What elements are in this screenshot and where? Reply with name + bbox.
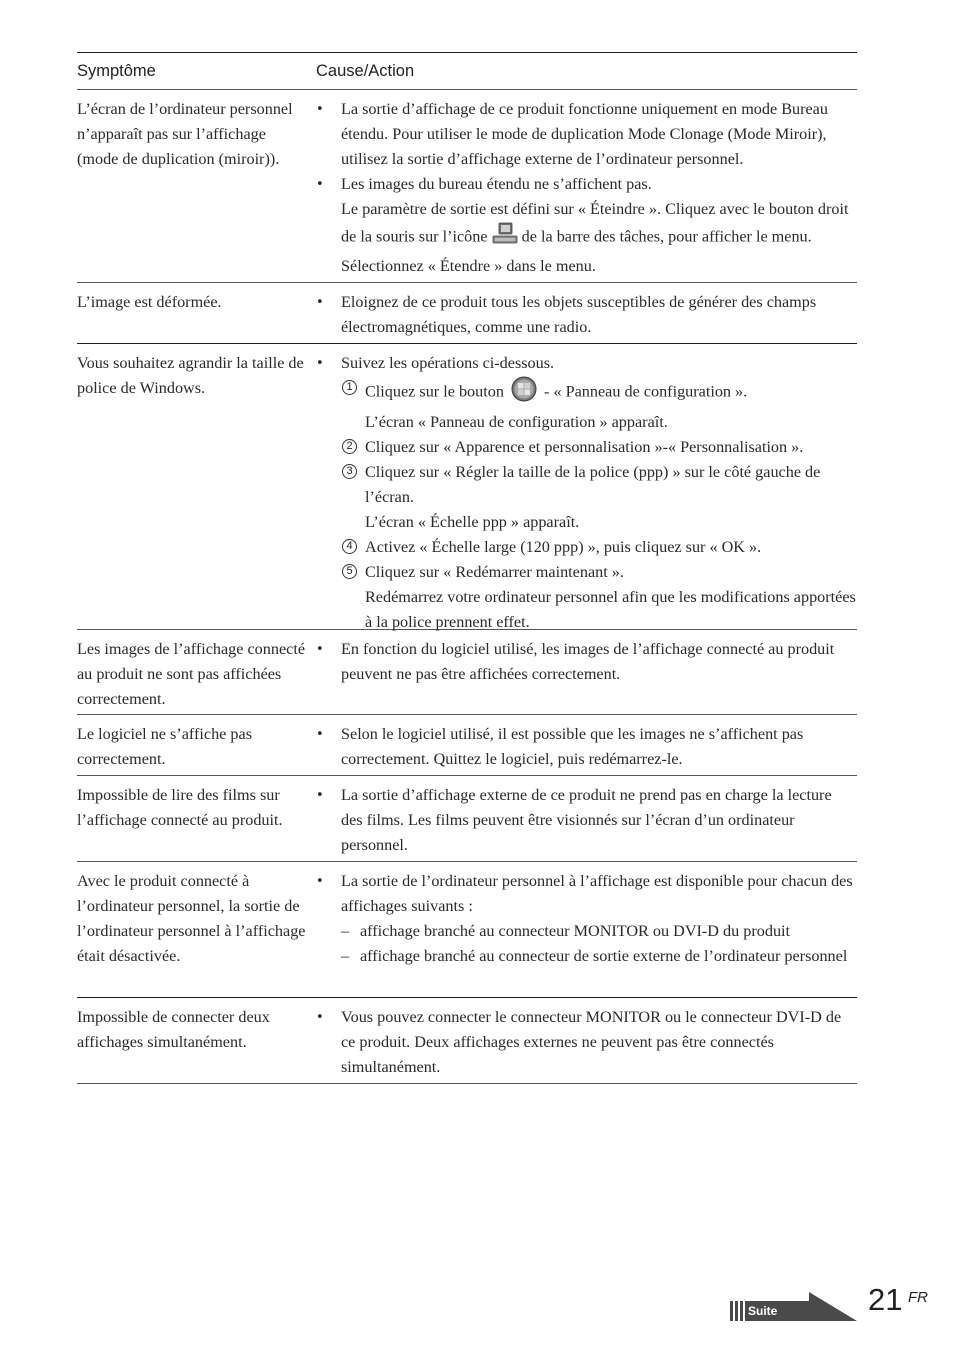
bullet-item: • Vous pouvez connecter le connecteur MONITOR ou le connecteur DVI-D de ce produit. Deux affichages externes ne peuvent pas être connectés simultanément. [316, 1005, 857, 1080]
bullet-item: • La sortie d’affichage externe de ce produit ne prend pas en charge la lecture des films. Les films peuvent être visionnés sur l’écran d’un ordinateur personnel. [316, 783, 857, 858]
language-code: FR [908, 1289, 928, 1306]
step-3 [316, 460, 857, 510]
dash-item: – affichage branché au connecteur MONITOR ou DVI-D du produit [316, 919, 857, 944]
step-text: Cliquez sur « Régler la taille de la police (ppp) » sur le côté gauche de l’écran. [365, 463, 821, 506]
table-row [77, 90, 857, 282]
step-2 [316, 435, 857, 460]
step-number: 1 [342, 380, 357, 395]
step-note: L’écran « Échelle ppp » apparaît. [365, 513, 580, 531]
table-row [77, 776, 857, 861]
bullet-item: • Suivez les opérations ci-dessous. [316, 351, 857, 376]
step-5 [316, 560, 857, 585]
symptom-cell: Vous souhaitez agrandir la taille de police de Windows. [77, 354, 304, 397]
table-row [77, 630, 857, 714]
step-text: Cliquez sur « Apparence et personnalisation »-« Personnalisation ». [365, 438, 804, 456]
bullet-item: • Eloignez de ce produit tous les objets susceptibles de générer des champs électromagnétiques, comme une radio. [316, 290, 857, 340]
cause-cell [316, 783, 857, 854]
bullet-item: • La sortie de l’ordinateur personnel à l’affichage est disponible pour chacun des affichages suivants : [316, 869, 857, 919]
bullet-detail [316, 197, 857, 279]
symptom-cell: Le logiciel ne s’affiche pas correctement. [77, 725, 252, 768]
cause-cell [316, 869, 857, 990]
cause-cell [316, 1005, 857, 1076]
table-row [77, 344, 857, 629]
step-text: - « Panneau de configuration ». [544, 382, 748, 401]
bullet-item: • Les images du bureau étendu ne s’affichent pas. [316, 172, 857, 197]
table-row [77, 283, 857, 343]
windows-start-icon [508, 376, 540, 410]
detail-text: Le paramètre de sortie est défini sur « Éteindre ». Cliquez avec le bouton droit de la souris sur l’icône [341, 200, 849, 246]
detail-text: de la barre des tâches, pour afficher le menu. Sélectionnez « Étendre » dans le menu. [341, 227, 812, 275]
bullet-item: • La sortie d’affichage de ce produit fonctionne uniquement en mode Bureau étendu. Pour utiliser le mode de duplication Mode Clonage (Mode Miroir), utilisez la sortie d’affichage externe de l’ordinateur personnel. [316, 97, 857, 172]
step-1 [316, 376, 857, 410]
step-note: L’écran « Panneau de configuration » apparaît. [365, 413, 668, 431]
cause-cell [316, 351, 857, 631]
cause-cell [316, 722, 857, 768]
bullet-item: • En fonction du logiciel utilisé, les images de l’affichage connecté au produit peuvent ne pas être affichées correctement. [316, 637, 857, 687]
table-row [77, 862, 857, 997]
symptom-cell: Impossible de connecter deux affichages simultanément. [77, 1008, 270, 1051]
suite-label: Suite [748, 1304, 778, 1318]
step-note: Redémarrez votre ordinateur personnel afin que les modifications apportées à la police prennent effet. [365, 588, 856, 631]
step-text: Activez « Échelle large (120 ppp) », puis cliquez sur « OK ». [365, 538, 762, 556]
step-text: Cliquez sur « Redémarrer maintenant ». [365, 563, 624, 581]
table-row [77, 998, 857, 1083]
header-symptom: Symptôme [77, 61, 156, 80]
cause-cell [316, 97, 857, 275]
step-number: 2 [342, 439, 357, 454]
suite-continue-marker [729, 1291, 859, 1328]
bullet-item: • Selon le logiciel utilisé, il est possible que les images ne s’affichent pas correctement. Quittez le logiciel, puis redémarrez-le. [316, 722, 857, 772]
step-4 [316, 535, 857, 560]
symptom-cell: Impossible de lire des films sur l’affichage connecté au produit. [77, 786, 283, 829]
step-number: 4 [342, 539, 357, 554]
dash-item: – affichage branché au connecteur de sortie externe de l’ordinateur personnel [316, 944, 857, 969]
table-row [77, 715, 857, 775]
cause-cell [316, 290, 857, 336]
step-text: Cliquez sur le bouton [365, 382, 504, 401]
table-header [77, 53, 857, 89]
page-number: 21 [868, 1282, 903, 1317]
troubleshooting-table [77, 52, 857, 1084]
display-tray-icon [492, 222, 518, 254]
symptom-cell: Les images de l’affichage connecté au produit ne sont pas affichées correctement. [77, 640, 306, 708]
table-bottom-rule [77, 1083, 857, 1084]
header-cause: Cause/Action [316, 61, 415, 80]
symptom-cell: L’écran de l’ordinateur personnel n’apparaît pas sur l’affichage (mode de duplication (miroir)). [77, 100, 293, 168]
symptom-cell: L’image est déformée. [77, 293, 222, 311]
cause-cell [316, 637, 857, 707]
step-number: 5 [342, 564, 357, 579]
step-number: 3 [342, 464, 357, 479]
symptom-cell: Avec le produit connecté à l’ordinateur personnel, la sortie de l’ordinateur personnel à l’affichage était désactivée. [77, 872, 306, 965]
